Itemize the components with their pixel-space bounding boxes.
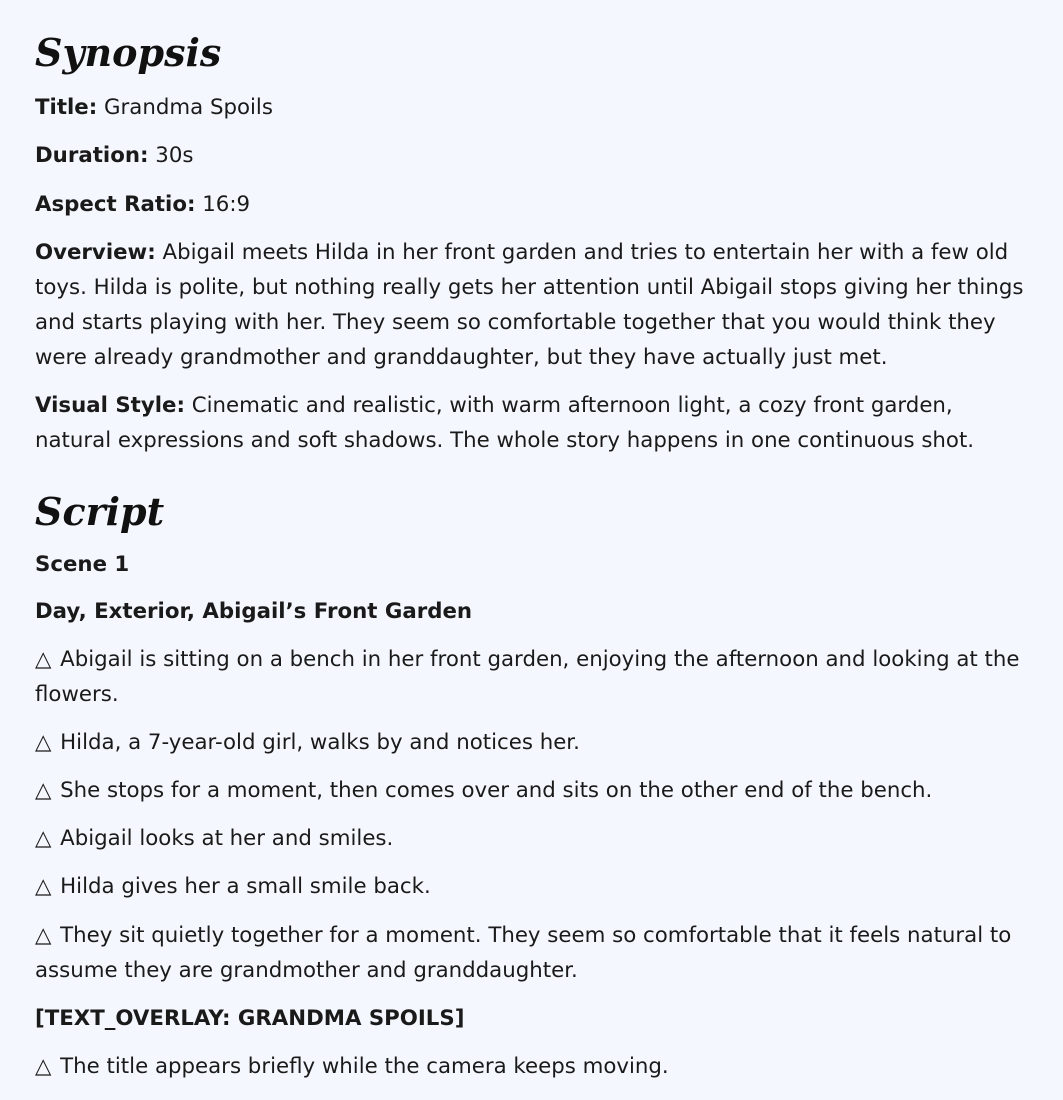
triangle-icon: △ — [35, 778, 52, 803]
aspect-ratio-line — [35, 187, 1035, 222]
action-text: The title appears briefly while the camera keeps moving. — [53, 1054, 669, 1079]
duration-value: 30s — [148, 143, 194, 168]
title-line — [35, 90, 1035, 125]
title-value: Grandma Spoils — [97, 95, 273, 120]
overview-value: Abigail meets Hilda in her front garden and tries to entertain her with a few old toys. Hilda is polite, but nothing really gets her attention until Abigail stops giving her things and starts playing with her. They seem so comfortable together that you would think they were already grandmother and granddaughter, but they have actually just met. — [35, 240, 1024, 370]
triangle-icon: △ — [35, 647, 52, 672]
action-line — [35, 1049, 1035, 1084]
triangle-icon: △ — [35, 730, 52, 755]
synopsis-heading: Synopsis — [35, 30, 222, 75]
action-text: Abigail looks at her and smiles. — [53, 826, 394, 851]
action-line — [35, 869, 1035, 904]
overview-paragraph — [35, 235, 1035, 375]
title-label: Title: — [35, 95, 98, 120]
action-text: Abigail is sitting on a bench in her front garden, enjoying the afternoon and looking at the flowers. — [35, 647, 1020, 707]
triangle-icon: △ — [35, 874, 52, 899]
action-line — [35, 821, 1035, 856]
aspect-ratio-label: Aspect Ratio: — [35, 192, 196, 217]
action-text: Hilda gives her a small smile back. — [53, 874, 431, 899]
triangle-icon: △ — [35, 826, 52, 851]
triangle-icon: △ — [35, 923, 52, 948]
aspect-ratio-value: 16:9 — [195, 192, 251, 217]
action-line — [35, 725, 1035, 760]
triangle-icon: △ — [35, 1054, 52, 1079]
text-overlay-cue: [TEXT_OVERLAY: GRANDMA SPOILS] — [35, 1006, 465, 1031]
action-line — [35, 642, 1035, 712]
action-line — [35, 773, 1035, 808]
script-heading: Script — [35, 489, 165, 534]
visual-style-value: Cinematic and realistic, with warm afternoon light, a cozy front garden, natural expressions and soft shadows. The whole story happens in one continuous shot. — [35, 393, 975, 453]
scene-location: Day, Exterior, Abigail’s Front Garden — [35, 599, 473, 624]
action-line — [35, 918, 1035, 988]
duration-line — [35, 138, 1035, 173]
action-text: She stops for a moment, then comes over and sits on the other end of the bench. — [53, 778, 933, 803]
action-text: They sit quietly together for a moment. They seem so comfortable that it feels natural to assume they are grandmother and granddaughter. — [35, 923, 1012, 983]
visual-style-label: Visual Style: — [35, 393, 185, 418]
duration-label: Duration: — [35, 143, 149, 168]
scene-number: Scene 1 — [35, 552, 130, 577]
overview-label: Overview: — [35, 240, 156, 265]
visual-style-paragraph — [35, 388, 1035, 458]
action-text: Hilda, a 7-year-old girl, walks by and notices her. — [53, 730, 580, 755]
